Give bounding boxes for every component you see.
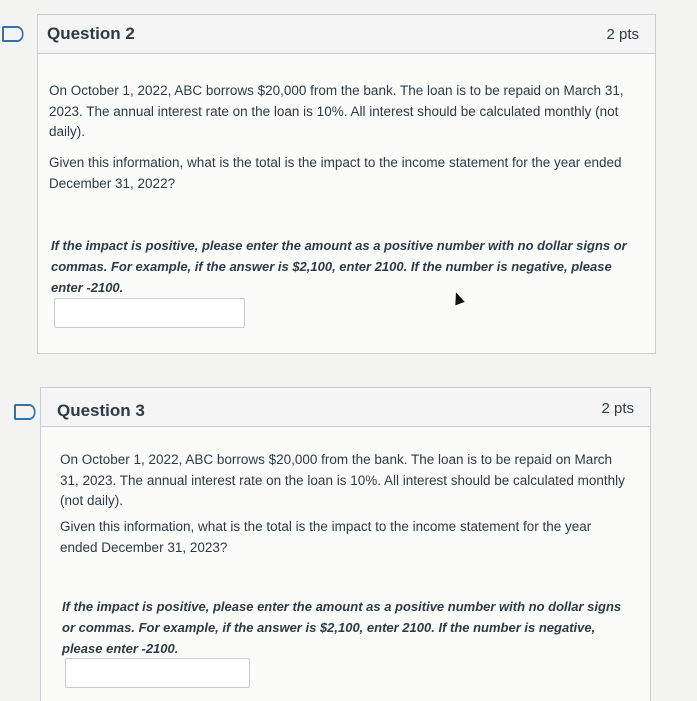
answer-input[interactable]	[54, 298, 245, 328]
question-prompt: Given this information, what is the total is the impact to the income statement for the year ended December 31, 2022?	[49, 155, 622, 191]
question-title: Question 3	[57, 401, 145, 420]
question-card-2	[37, 14, 656, 354]
question-title: Question 2	[47, 24, 135, 43]
flag-question-icon[interactable]	[14, 404, 30, 420]
question-text: On October 1, 2022, ABC borrows $20,000 from the bank. The loan is to be repaid on March 31, 2023. The annual interest rate on the loan is 10%. All interest should be calculated monthly (not daily).	[49, 83, 624, 139]
answer-instructions: If the impact is positive, please enter the amount as a positive number with no dollar signs or commas. For example, if the answer is $2,100, enter 2100. If the number is negative, please enter -2100.	[51, 238, 627, 295]
question-prompt: Given this information, what is the total is the impact to the income statement for the year ended December 31, 2023?	[60, 519, 592, 555]
answer-instructions: If the impact is positive, please enter the amount as a positive number with no dollar signs or commas. For example, if the answer is $2,100, enter 2100. If the number is negative, please enter -2100.	[62, 599, 622, 656]
answer-input[interactable]	[65, 658, 250, 688]
flag-question-icon[interactable]	[2, 26, 18, 42]
question-header	[38, 15, 655, 54]
question-text: On October 1, 2022, ABC borrows $20,000 from the bank. The loan is to be repaid on March 31, 2023. The annual interest rate on the loan is 10%. All interest should be calculated monthly (not daily).	[60, 452, 625, 508]
question-header	[41, 388, 650, 427]
question-card-3	[40, 387, 651, 701]
question-points: 2 pts	[606, 26, 639, 43]
question-points: 2 pts	[601, 400, 634, 417]
